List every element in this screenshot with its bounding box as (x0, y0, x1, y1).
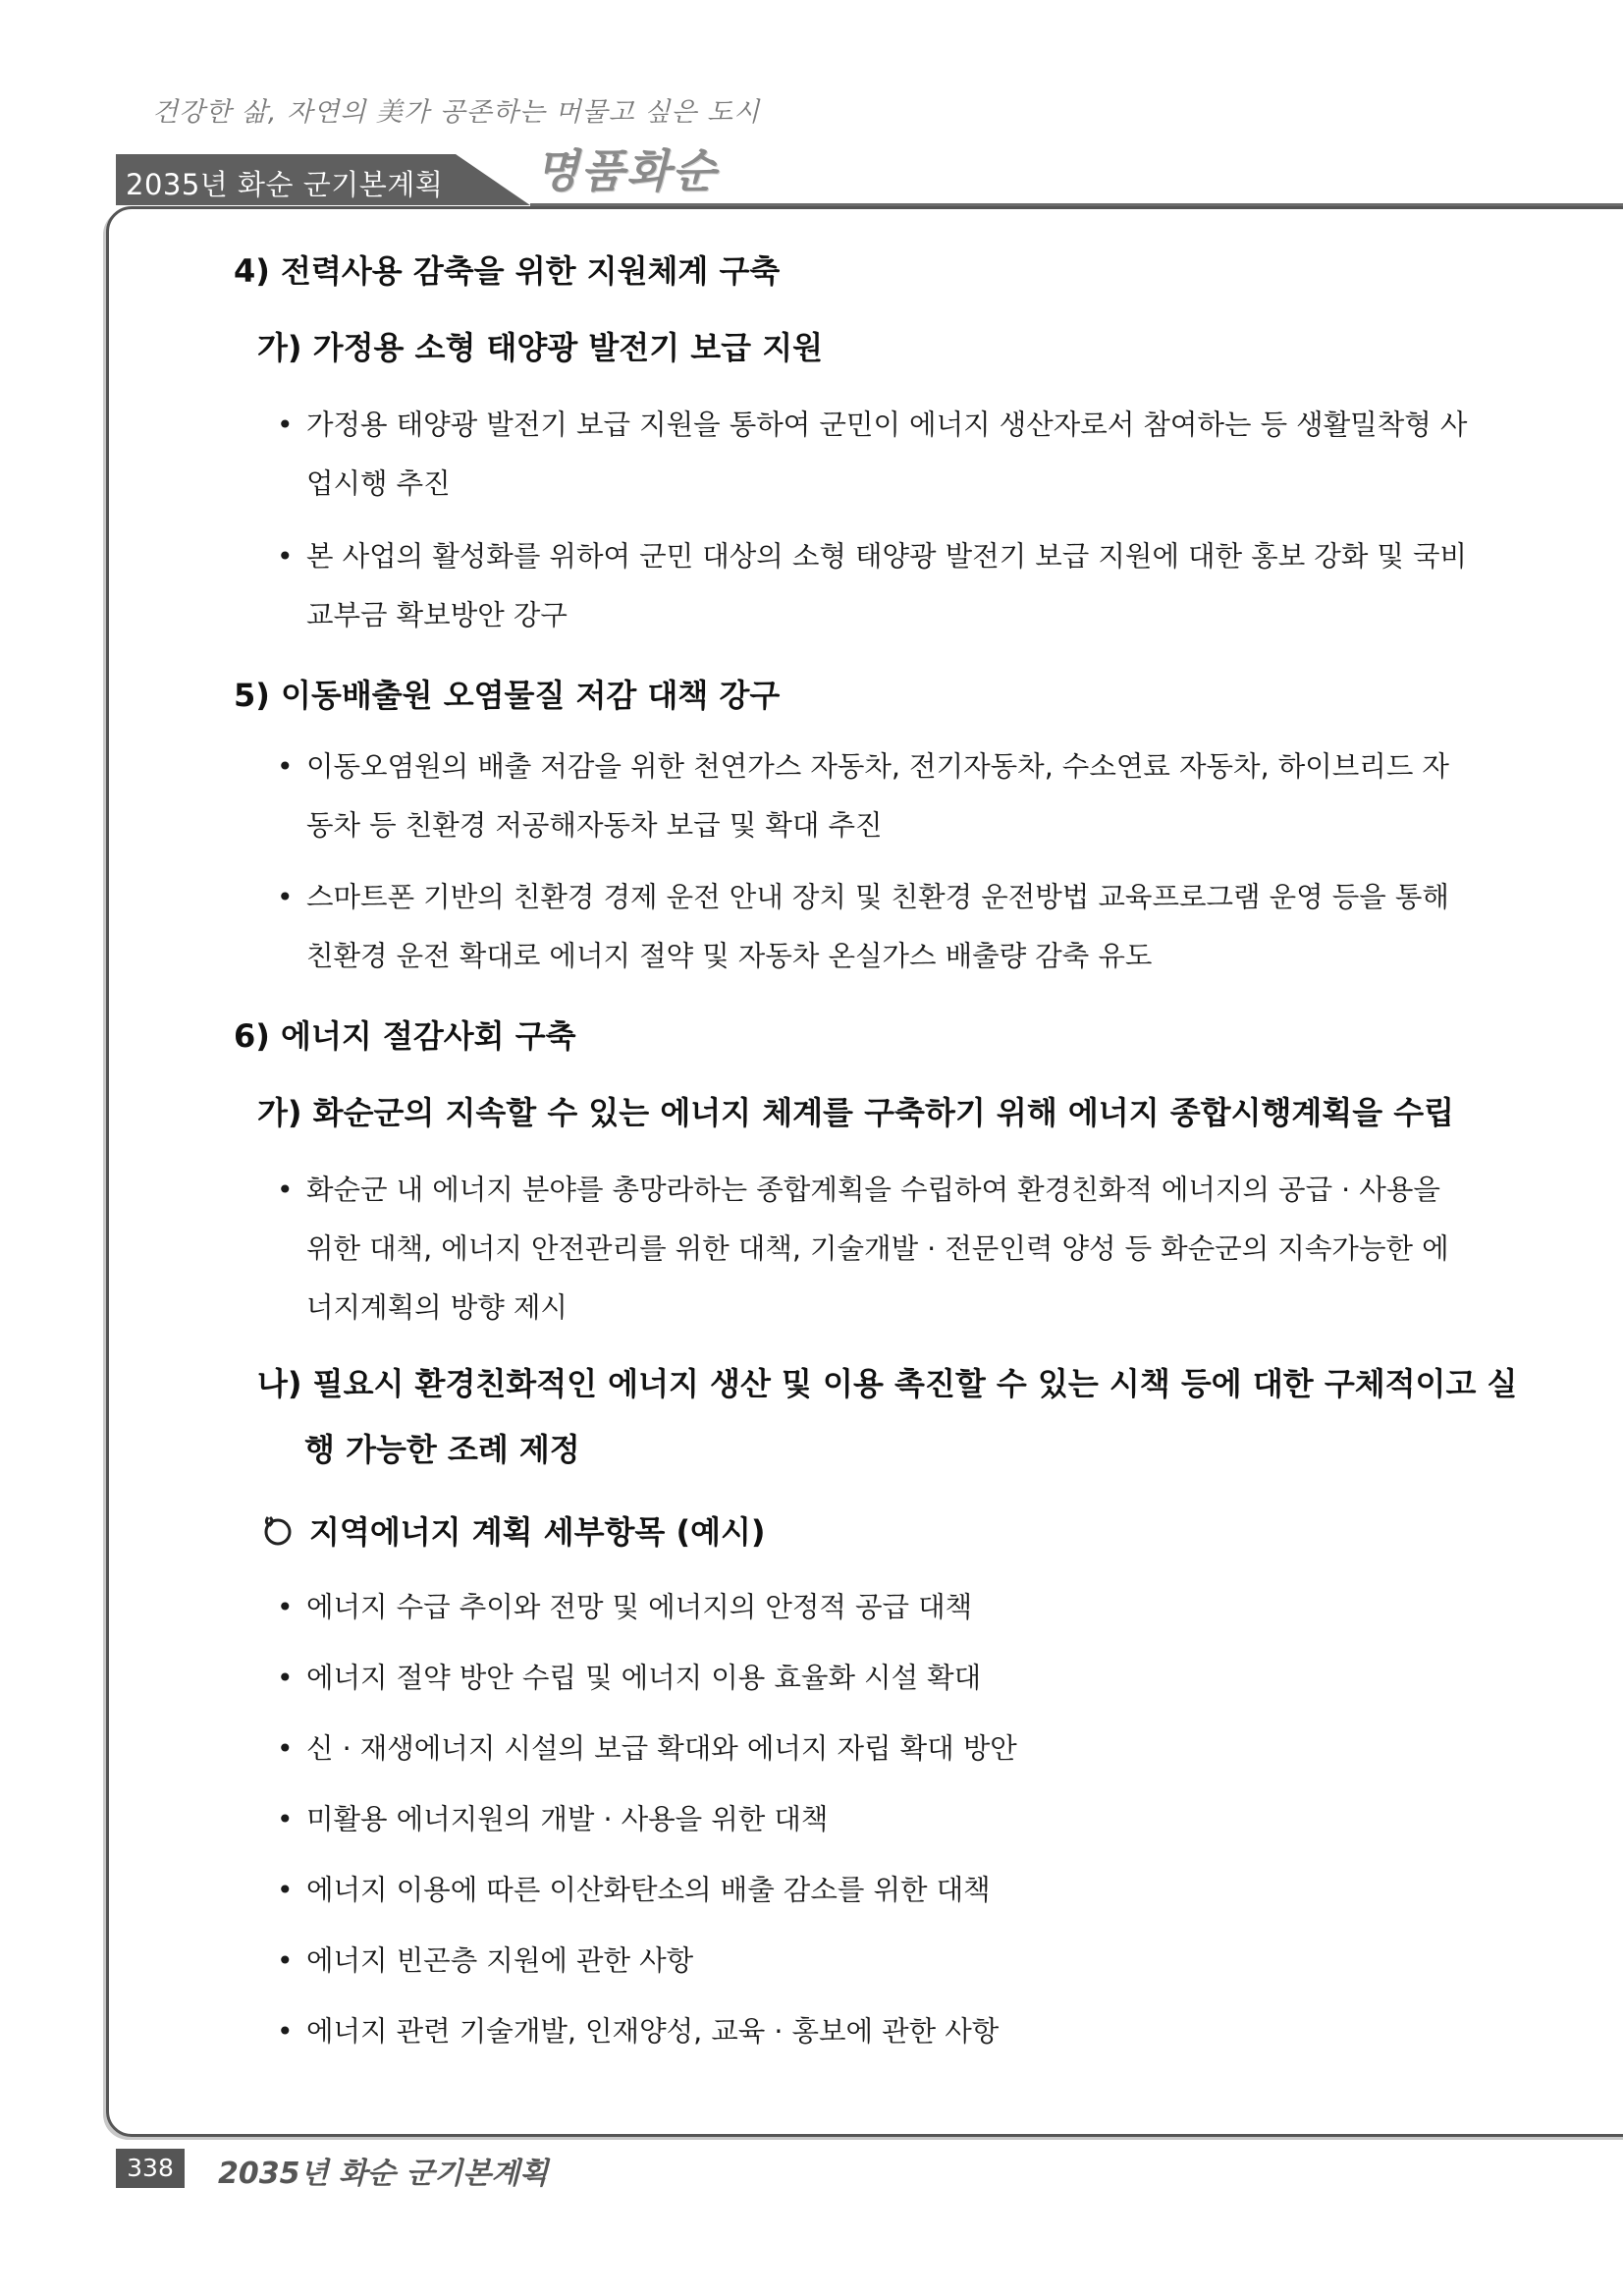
bullet-dot-icon: • (277, 1662, 294, 1694)
hwasun-logo: 명품화순 (535, 144, 718, 197)
footer-title: 2035년 화순 군기본계획 (218, 2157, 549, 2191)
list-item: • 이동오염원의 배출 저감을 위한 천연가스 자동차, 전기자동차, 수소연료 자동차, 하이브리드 자동차 등 친환경 저공해자동차 보급 및 확대 추진 (277, 738, 1475, 855)
list-item: • 에너지 빈곤층 지원에 관한 사항 (277, 1932, 1475, 1991)
list-item: • 에너지 관련 기술개발, 인재양성, 교육 · 홍보에 관한 사항 (277, 2002, 1475, 2061)
list-item: • 스마트폰 기반의 친환경 경제 운전 안내 장치 및 친환경 운전방법 교육프로그램 운영 등을 통해 친환경 운전 확대로 에너지 절약 및 자동차 온실가스 배출량 감축 유도 (277, 868, 1475, 986)
bullet-dot-icon: • (277, 1732, 294, 1765)
header-plan-title: 2035년 화순 군기본계획 (126, 168, 444, 201)
bullet-dot-icon: • (277, 2015, 294, 2048)
list-item: • 가정용 태양광 발전기 보급 지원을 통하여 군민이 에너지 생산자로서 참여하는 등 생활밀착형 사업시행 추진 (277, 396, 1475, 514)
list-item: • 미활용 에너지원의 개발 · 사용을 위한 대책 (277, 1790, 1475, 1849)
bullet-dot-icon: • (277, 881, 294, 913)
list-item: • 에너지 이용에 따른 이산화탄소의 배출 감소를 위한 대책 (277, 1861, 1475, 1920)
bullet-dot-icon: • (277, 750, 294, 783)
section-5-heading: 5) 이동배출원 오염물질 저감 대책 강구 (234, 677, 781, 714)
memo-swirl-icon (260, 1513, 294, 1547)
bullet-dot-icon: • (277, 540, 294, 573)
list-item: • 본 사업의 활성화를 위하여 군민 대상의 소형 태양광 발전기 보급 지원에 대한 홍보 강화 및 국비 교부금 확보방안 강구 (277, 527, 1475, 645)
page-number: 338 (127, 2154, 174, 2182)
bullet-dot-icon: • (277, 1803, 294, 1835)
list-item: • 화순군 내 에너지 분야를 총망라하는 종합계획을 수립하여 환경친화적 에너지의 공급 · 사용을 위한 대책, 에너지 안전관리를 위한 대책, 기술개발 · 전문인력 양성 등 화순군의 지속가능한 에너지계획의 방향 제시 (277, 1161, 1475, 1338)
bullet-dot-icon: • (277, 1944, 294, 1977)
section-4-heading: 4) 전력사용 감축을 위한 지원체계 구축 (234, 252, 781, 290)
header-slogan: 건강한 삶, 자연의 美가 공존하는 머물고 싶은 도시 (152, 97, 761, 128)
list-item: • 신 · 재생에너지 시설의 보급 확대와 에너지 자립 확대 방안 (277, 1720, 1475, 1778)
note-heading-text: 지역에너지 계획 세부항목 (예시) (309, 1513, 766, 1551)
section-4-sub-a-heading: 가) 가정용 소형 태양광 발전기 보급 지원 (257, 329, 824, 366)
bullet-dot-icon: • (277, 1591, 294, 1623)
section-6-sub-a-heading: 가) 화순군의 지속할 수 있는 에너지 체계를 구축하기 위해 에너지 종합시행계획을 수립 (257, 1094, 1455, 1131)
energy-plan-note-heading (260, 1507, 766, 1553)
bullet-dot-icon: • (277, 1874, 294, 1906)
section-6-sub-b-heading: 나) 필요시 환경친화적인 에너지 생산 및 이용 촉진할 수 있는 시책 등에 대한 구체적이고 실행 가능한 조례 제정 (257, 1365, 1518, 1468)
bullet-dot-icon: • (277, 409, 294, 441)
list-item: • 에너지 절약 방안 수립 및 에너지 이용 효율화 시설 확대 (277, 1649, 1475, 1708)
section-6-heading: 6) 에너지 절감사회 구축 (234, 1017, 576, 1055)
bullet-dot-icon: • (277, 1174, 294, 1206)
list-item: • 에너지 수급 추이와 전망 및 에너지의 안정적 공급 대책 (277, 1578, 1475, 1637)
